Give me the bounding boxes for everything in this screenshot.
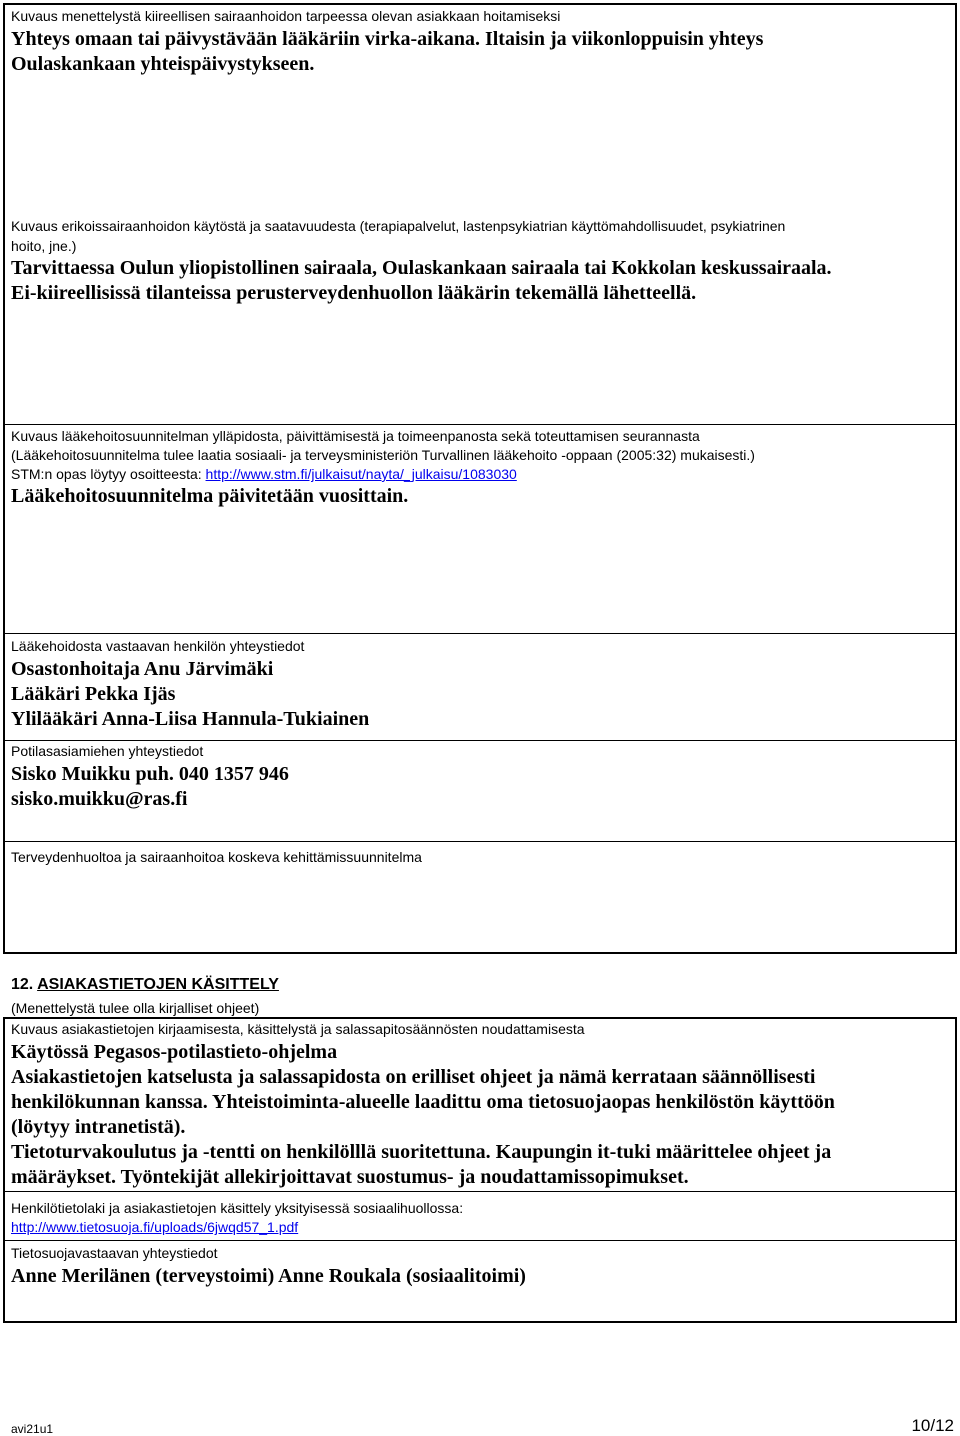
section-text-line: (löytyy intranetistä). <box>11 1116 186 1138</box>
section-text-line: Oulaskankaan yhteispäivystykseen. <box>11 53 315 75</box>
contact-line: Anne Merilänen (terveystoimi) Anne Roukala (sosiaalitoimi) <box>11 1265 526 1287</box>
section-text-line: henkilökunnan kanssa. Yhteistoiminta-alueelle laadittu oma tietosuojaopas henkilöstön käyttöön <box>11 1091 835 1113</box>
row-divider <box>4 841 956 842</box>
contact-line: sisko.muikku@ras.fi <box>11 788 188 810</box>
contact-line: Lääkäri Pekka Ijäs <box>11 683 176 705</box>
section-label-privacy-officer: Tietosuojavastaavan yhteystiedot <box>11 1245 218 1261</box>
heading-title: ASIAKASTIETOJEN KÄSITTELY <box>37 976 279 993</box>
section-text-line: Ei-kiireellisissä tilanteissa perusterveydenhuollon lääkärin tekemällä lähetteellä. <box>11 282 697 304</box>
privacy-law-link-line <box>11 1218 298 1236</box>
section-text-line: Asiakastietojen katselusta ja salassapidosta on erilliset ohjeet ja nämä kerrataan säännöllisesti <box>11 1066 816 1088</box>
stm-guide-line <box>11 465 517 483</box>
contact-line: Osastonhoitaja Anu Järvimäki <box>11 658 274 680</box>
section-text-line: määräykset. Työntekijät allekirjoittavat suostumus- ja noudattamissopimukset. <box>11 1166 689 1188</box>
section-label-urgent-care: Kuvaus menettelystä kiireellisen sairaanhoidon tarpeessa olevan asiakkaan hoitamiseksi <box>11 8 561 24</box>
footer-doc-id: avi21u1 <box>11 1422 54 1436</box>
row-divider <box>4 740 956 741</box>
row-divider <box>4 1191 956 1192</box>
contact-line: Sisko Muikku puh. 040 1357 946 <box>11 763 289 785</box>
section-label-medication-contact: Lääkehoidosta vastaavan henkilön yhteystiedot <box>11 638 305 654</box>
section-text-line: Yhteys omaan tai päivystävään lääkäriin virka-aikana. Iltaisin ja viikonloppuisin yhteys <box>11 28 764 50</box>
section-text-line: Tarvittaessa Oulun yliopistollinen sairaala, Oulaskankaan sairaala tai Kokkolan keskussairaala. <box>11 257 832 279</box>
section-text-line: Tietoturvakoulutus ja -tentti on henkilölllä suoritettuna. Kaupungin it-tuki määrittelee ohjeet ja <box>11 1141 832 1163</box>
section-label-specialist-care: Kuvaus erikoissairaanhoidon käytöstä ja saatavuudesta (terapiapalvelut, lastenpsykiatrian käyttömahdollisuudet, psykiatrinen <box>11 218 786 234</box>
section-label-client-records: Kuvaus asiakastietojen kirjaamisesta, käsittelystä ja salassapitosäännösten noudattamisesta <box>11 1021 585 1037</box>
section-text-line: Lääkehoitosuunnitelma päivitetään vuosittain. <box>11 485 409 507</box>
section-text-line: Käytössä Pegasos-potilastieto-ohjelma <box>11 1041 338 1063</box>
stm-guide-link[interactable]: http://www.stm.fi/julkaisut/nayta/_julkaisu/1083030 <box>205 466 517 482</box>
stm-guide-prefix: STM:n opas löytyy osoitteesta: <box>11 466 206 482</box>
section-label-patient-ombudsman: Potilasasiamiehen yhteystiedot <box>11 743 204 759</box>
footer-page-number: 10/12 <box>911 1416 954 1435</box>
section-label-medication-plan-cont: (Lääkehoitosuunnitelma tulee laatia sosiaali- ja terveysministeriön Turvallinen lääkehoito -oppaan (2005:32) mukaisesti.) <box>11 447 755 463</box>
contact-line: Ylilääkäri Anna-Liisa Hannula-Tukiainen <box>11 708 370 730</box>
row-divider <box>4 424 956 425</box>
section-label-medication-plan: Kuvaus lääkehoitosuunnitelman ylläpidosta, päivittämisestä ja toimeenpanosta sekä toteuttamisen seurannasta <box>11 428 700 444</box>
heading-number: 12. <box>11 976 38 993</box>
privacy-law-link[interactable]: http://www.tietosuoja.fi/uploads/6jwqd57_1.pdf <box>11 1219 299 1235</box>
row-divider <box>4 1240 956 1241</box>
heading-note: (Menettelystä tulee olla kirjalliset ohjeet) <box>11 1000 260 1016</box>
section-label-privacy-law: Henkilötietolaki ja asiakastietojen käsittely yksityisessä sosiaalihuollossa: <box>11 1200 464 1216</box>
section-label-development-plan: Terveydenhuoltoa ja sairaanhoitoa koskeva kehittämissuunnitelma <box>11 849 422 865</box>
section-label-specialist-care-cont: hoito, jne.) <box>11 238 77 254</box>
row-divider <box>4 633 956 634</box>
section-heading <box>11 976 279 994</box>
